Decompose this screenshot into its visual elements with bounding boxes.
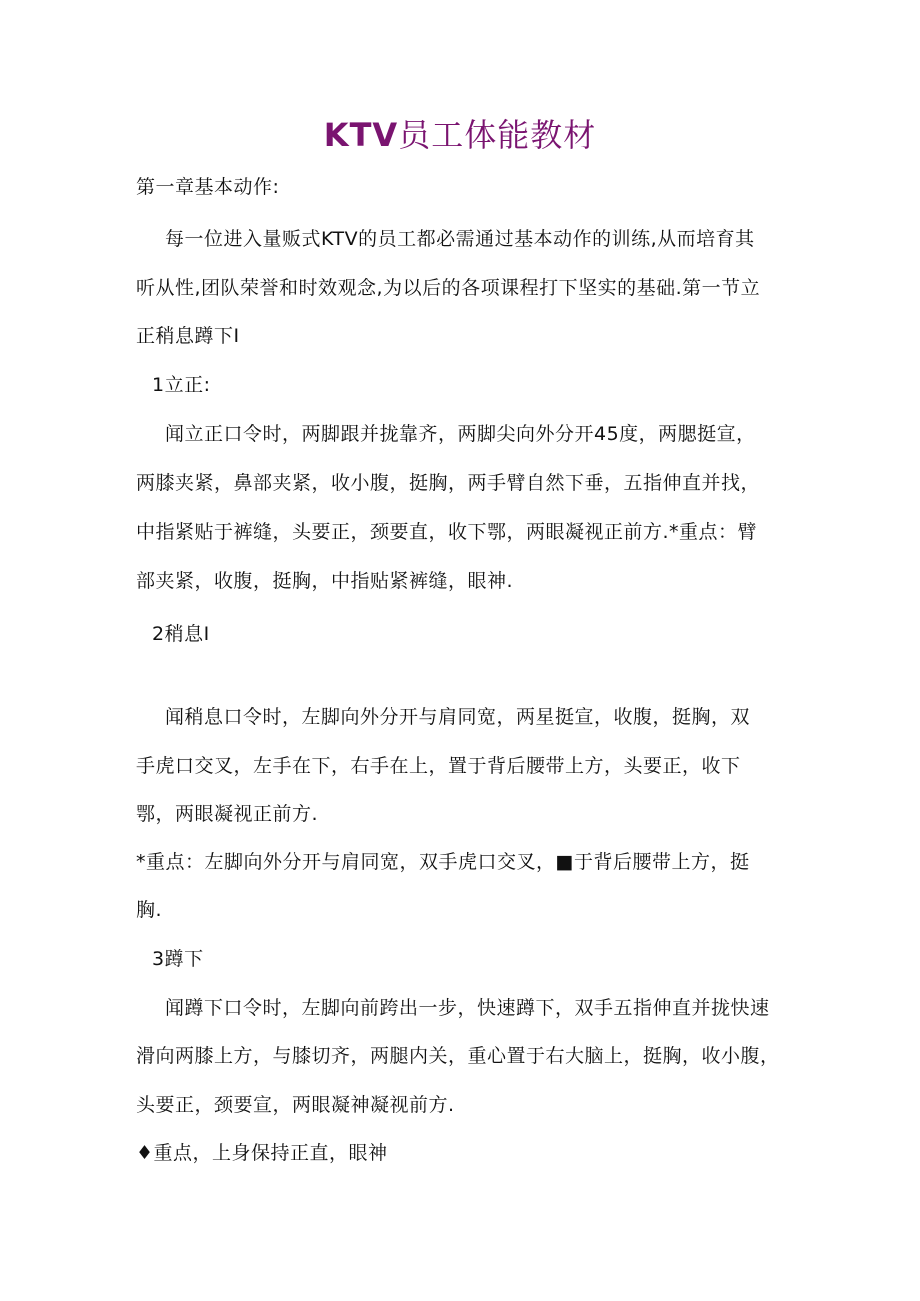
section-3-heading: 3蹲下 — [152, 948, 204, 970]
section-2-line-5: 胸. — [136, 899, 163, 921]
section-2-line-2: 手虎口交叉，左手在下，右手在上，置于背后腰带上方，头要正，收下 — [136, 755, 741, 777]
section-1-line-2: 两膝夹紧，鼻部夹紧，收小腹，挺胸，两手臂自然下垂，五指伸直并找， — [136, 472, 761, 494]
chapter-heading: 第一章基本动作: — [136, 176, 280, 198]
title-chinese: 员工体能教材 — [398, 116, 597, 154]
section-2-line-3: 鄂，两眼凝视正前方. — [136, 803, 319, 825]
section-3-line-3: 头要正，颈要宣，两眼凝神凝视前方. — [136, 1094, 455, 1116]
intro-line-2: 听从性,团队荣誉和时效观念,为以后的各项课程打下坚实的基础.第一节立 — [136, 277, 761, 299]
section-1-line-3: 中指紧贴于裤缝，头要正，颈要直，收下鄂，两眼凝视正前方.*重点：臂 — [136, 521, 758, 543]
section-1-heading: 1立正: — [152, 374, 211, 396]
section-2-line-4: *重点：左脚向外分开与肩同宽，双手虎口交叉，■于背后腰带上方，挺 — [136, 851, 750, 873]
intro-line-3: 正稍息蹲下I — [136, 325, 240, 347]
section-3-line-2: 滑向两膝上方，与膝切齐，两腿内关，重心置于右大脑上，挺胸，收小腹， — [136, 1045, 780, 1067]
document-title — [0, 110, 920, 160]
title-latin: KTV — [323, 116, 399, 154]
section-1-line-1: 闻立正口令时，两脚跟并拢靠齐，两脚尖向外分开45度，两腮挺宣， — [165, 423, 756, 445]
section-2-heading: 2稍息I — [152, 623, 210, 645]
section-1-line-4: 部夹紧，收腹，挺胸，中指贴紧裤缝，眼神. — [136, 570, 514, 592]
section-3-line-1: 闻蹲下口令时，左脚向前跨出一步，快速蹲下，双手五指伸直并拢快速 — [165, 997, 770, 1019]
section-3-line-4: ♦重点，上身保持正直，眼神 — [136, 1142, 388, 1164]
intro-line-1: 每一位进入量贩式KTV的员工都必需通过基本动作的训练,从而培育其 — [165, 228, 755, 250]
section-2-line-1: 闻稍息口令时，左脚向外分开与肩同宽，两星挺宣，收腹，挺胸，双 — [165, 706, 751, 728]
